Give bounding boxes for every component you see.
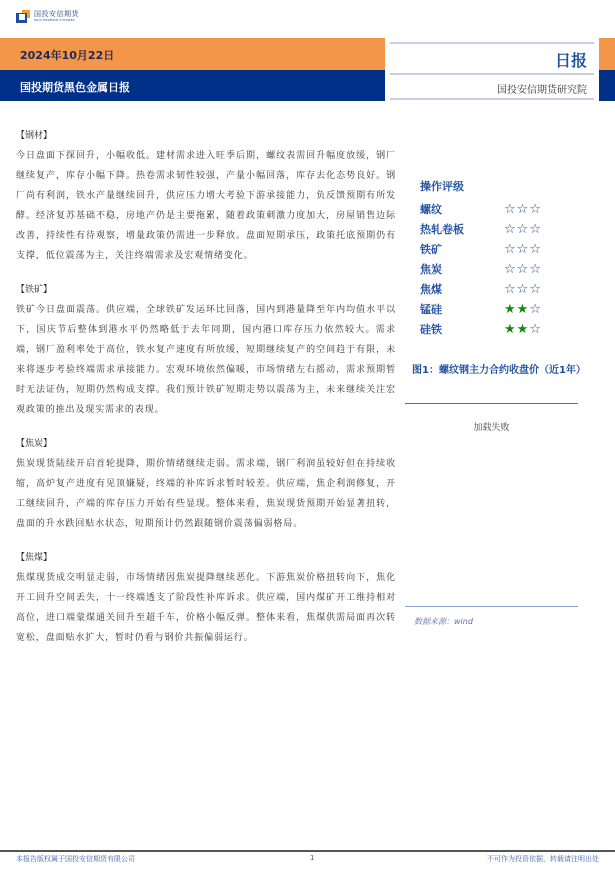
footer-rule [0,850,615,852]
star-filled-icon: ★ [504,321,516,337]
star-outline-icon: ☆ [504,281,516,297]
rating-title: 操作评级 [420,180,464,193]
report-type-box [385,38,599,101]
star-filled-icon: ★ [516,301,529,317]
section-text: 焦煤现货成交明显走弱，市场情绪因焦炭提降继续恶化。下游焦炭价格扭转向下，焦化开工回升空间丢失，十一终端透支了阶段性补库诉求。供应端，国内煤矿开工维持相对高位，进口端蒙煤通关回升至超千车，价格小幅反弹。整体来看，焦煤供需局面再次转宽松，盘面贴水扩大，暂时仍看与钢价共振偏弱运行。 [16,573,396,643]
star-outline-icon: ☆ [516,261,529,277]
rating-stars [504,283,541,296]
divider [390,73,594,75]
rating-stars [504,203,541,216]
star-outline-icon: ☆ [504,221,516,237]
rating-product-name: 螺纹 [420,203,442,216]
star-outline-icon: ☆ [516,221,529,237]
rating-product-name: 锰硅 [420,303,442,316]
rating-row [420,279,570,299]
divider [390,98,594,100]
star-outline-icon: ☆ [516,241,529,257]
rating-product-name: 焦煤 [420,283,442,296]
logo-name-cn: 国投安信期货 [34,10,79,18]
star-outline-icon: ☆ [504,261,516,277]
star-outline-icon: ☆ [529,321,541,337]
star-outline-icon: ☆ [529,301,541,317]
rating-product-name: 硅铁 [420,323,442,336]
figure-bottom-rule [405,606,578,607]
rating-row [420,219,570,239]
star-outline-icon: ☆ [529,281,541,297]
star-outline-icon: ☆ [529,241,541,257]
section-title: 【焦炭】 [16,439,53,449]
star-outline-icon: ☆ [504,201,516,217]
section-text: 铁矿今日盘面震荡。供应端，全球铁矿发运环比回落，国内到港量降至年内均值水平以下，国庆节后整体到港水平仍然略低于去年同期，国内港口库存压力依然较大。需求端，钢厂盈利率处于高位，铁水复产速度有所放缓，短期继续复产的空间趋于有限，未来将逐步考验终端需求承接能力。宏观环境依然偏暖，市场情绪左右摇动，需求预期暂时无法证伪，短期仍然构成支撑。我们预计铁矿短期走势以震荡为主，未来继续关注宏观政策的推出及现实需求的表现。 [16,305,396,415]
section-coke [16,436,396,534]
rating-product-name: 铁矿 [420,243,442,256]
report-title: 国投期货黑色金属日报 [20,81,130,94]
star-outline-icon: ☆ [504,241,516,257]
section-text: 焦炭现货陆续开启首轮提降，期价情绪继续走弱。需求端，钢厂利润虽较好但在持续收缩，高炉复产进度有见顶嫌疑，终端的补库诉求暂时较差。供应端，焦企利润修复，开工继续回升，产端的库存压力开始有些显现。整体来看，焦炭现货预期开始显著扭转，盘面的升水跌回贴水状态，短期预计仍然跟随钢价震荡偏弱格局。 [16,459,396,529]
logo-icon [16,10,30,23]
rating-row [420,299,570,319]
star-outline-icon: ☆ [529,261,541,277]
institute-name: 国投安信期货研究院 [497,85,587,96]
section-steel [16,128,396,266]
star-filled-icon: ★ [504,301,516,317]
figure-title: 图1：螺纹钢主力合约收盘价（近1年） [412,365,586,376]
star-filled-icon: ★ [516,321,529,337]
rating-row [420,199,570,219]
section-coking-coal [16,550,396,648]
section-iron-ore [16,282,396,420]
rating-row [420,259,570,279]
rating-row [420,239,570,259]
star-outline-icon: ☆ [529,201,541,217]
rating-product-name: 热轧卷板 [420,223,464,236]
rating-stars [504,263,541,276]
rating-row [420,319,570,339]
section-text: 今日盘面下探回升，小幅收低。建材需求进入旺季后期，螺纹表需回升幅度放缓，钢厂继续复产，库存小幅下降。热卷需求韧性较强，产量小幅回落，库存去化态势良好。钢厂尚有利润，铁水产量继续回升，供应压力增大考验下游承接能力，负反馈预期有所发酵。经济复苏基础不稳，房地产仍是主要拖累，随着政策刺激力度加大，房屋销售边际改善，持续性有待观察，增量政策仍需进一步释放。盘面短期承压，政策托底预期仍有支撑，低位震荡为主，关注终端需求及宏观情绪变化。 [16,151,396,261]
divider [390,42,594,44]
section-title: 【钢材】 [16,131,53,141]
company-logo [16,10,79,23]
star-outline-icon: ☆ [529,221,541,237]
section-title: 【焦煤】 [16,553,53,563]
section-title: 【铁矿】 [16,285,53,295]
star-outline-icon: ☆ [516,281,529,297]
report-date: 2024年10月22日 [20,49,115,62]
rating-stars [504,223,541,236]
rating-stars [504,243,541,256]
figure-load-failed: 加载失败 [473,423,510,433]
rating-product-name: 焦炭 [420,263,442,276]
figure-source: 数据来源：wind [414,617,473,626]
figure-top-rule [405,403,578,404]
footer-copyright: 本报告版权属于国投安信期货有限公司 [16,855,135,863]
footer-disclaimer: 不可作为投资依据，转载请注明出处 [487,855,599,863]
rating-stars [504,303,541,316]
star-outline-icon: ☆ [516,201,529,217]
page-number: 1 [310,854,315,862]
rating-stars [504,323,541,336]
report-type: 日报 [554,51,587,70]
logo-name-en: SDIC ESSENCE FUTURES [34,18,75,22]
rating-panel [420,177,570,339]
report-body [16,128,396,664]
